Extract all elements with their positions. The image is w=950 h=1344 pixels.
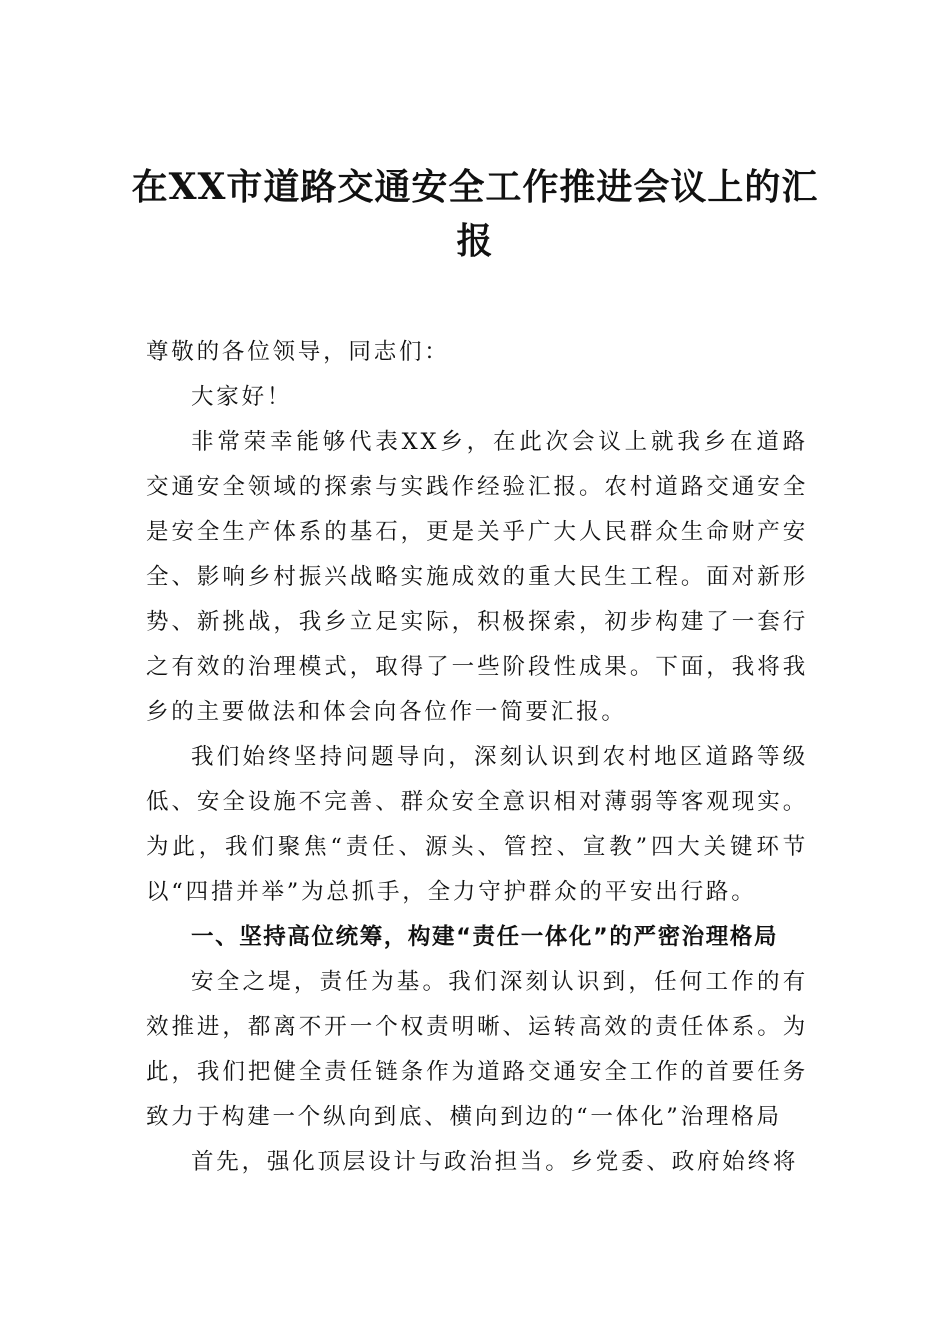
section-heading: 一、坚持高位统筹，构建“责任一体化”的严密治理格局 — [191, 924, 779, 950]
greeting: 大家好！ — [191, 384, 293, 410]
section-paragraph-continued: 首先，强化顶层设计与政治担当。乡党委、政府始终将 — [191, 1149, 799, 1175]
document-body — [146, 330, 808, 1185]
intro-paragraph: 非常荣幸能够代表XX乡，在此次会议上就我乡在道路交通安全领域的探索与实践作经验汇报。农村道路交通安全是安全生产体系的基石，更是关乎广大人民群众生命财产安全、影响乡村振兴战略实施成效的重大民生工程。面对新形势、新挑战，我乡立足实际，积极探索，初步构建了一套行之有效的治理模式，取得了一些阶段性成果。下面，我将我乡的主要做法和体会向各位作一简要汇报。 — [146, 429, 808, 725]
approach-paragraph: 我们始终坚持问题导向，深刻认识到农村地区道路等级低、安全设施不完善、群众安全意识相对薄弱等客观现实。为此，我们聚焦“责任、源头、管控、宣教”四大关键环节以“四措并举”为总抓手，全力守护群众的平安出行路。 — [146, 744, 808, 905]
document-title: 在XX市道路交通安全工作推进会议上的汇报 — [131, 166, 819, 262]
section-paragraph: 安全之堤，责任为基。我们深刻认识到，任何工作的有效推进，都离不开一个权责明晰、运转高效的责任体系。为此，我们把健全责任链条作为道路交通安全工作的首要任务致力于构建一个纵向到底、横向到边的“一体化”治理格局 — [146, 969, 808, 1130]
salutation: 尊敬的各位领导，同志们： — [146, 339, 450, 365]
